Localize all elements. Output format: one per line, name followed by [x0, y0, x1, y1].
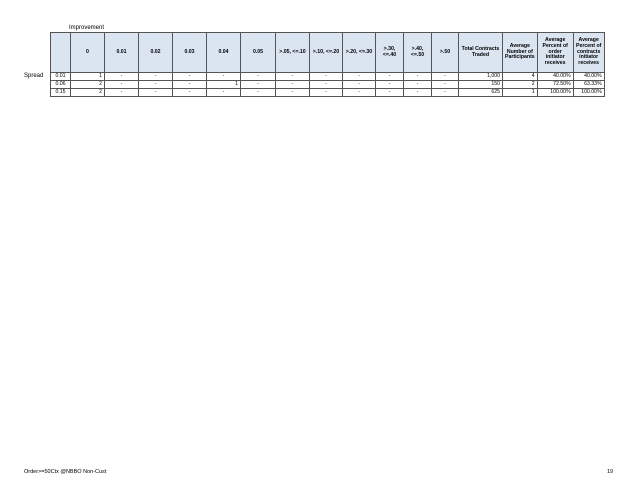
- table-cell: -: [139, 89, 173, 97]
- table-cell: 150: [459, 81, 503, 89]
- table-cell: 63.33%: [573, 81, 604, 89]
- table-cell: -: [105, 81, 139, 89]
- spread-cell: 0.06: [51, 81, 71, 89]
- table-cell: -: [432, 89, 459, 97]
- table-cell: -: [207, 89, 241, 97]
- spread-cell: 0.15: [51, 89, 71, 97]
- table-cell: 1,000: [459, 73, 503, 81]
- table-cell: -: [310, 81, 343, 89]
- table-cell: -: [241, 89, 276, 97]
- column-header: >.05, <=.10: [276, 33, 310, 73]
- table-cell: 2: [71, 81, 105, 89]
- table-cell: -: [105, 89, 139, 97]
- table-cell: 100.00%: [537, 89, 573, 97]
- table-cell: -: [173, 81, 207, 89]
- table-row: [51, 89, 605, 97]
- spread-row-label: Spread: [24, 73, 44, 79]
- header-corner: [51, 33, 71, 73]
- table-cell: -: [105, 73, 139, 81]
- table-cell: -: [207, 73, 241, 81]
- table-cell: 40.00%: [537, 73, 573, 81]
- table-cell: -: [376, 89, 404, 97]
- table-cell: -: [276, 81, 310, 89]
- header-row: [51, 33, 605, 73]
- table-cell: -: [173, 89, 207, 97]
- page-number: 19: [607, 469, 614, 475]
- table-cell: 4: [503, 73, 538, 81]
- table-cell: 1: [207, 81, 241, 89]
- table-row: [51, 81, 605, 89]
- column-header: 0.02: [139, 33, 173, 73]
- table-cell: -: [310, 73, 343, 81]
- table-cell: -: [310, 89, 343, 97]
- column-header: >.40, <=.50: [404, 33, 432, 73]
- table-cell: -: [173, 73, 207, 81]
- table-cell: -: [404, 73, 432, 81]
- column-header: Total Contracts Traded: [459, 33, 503, 73]
- table-row: [51, 73, 605, 81]
- column-header: 0.04: [207, 33, 241, 73]
- table-cell: 2: [503, 81, 538, 89]
- table-cell: -: [241, 81, 276, 89]
- table-cell: 40.00%: [573, 73, 604, 81]
- column-header: 0.01: [105, 33, 139, 73]
- column-header: Average Percent of contracts initiator receives: [573, 33, 604, 73]
- table-cell: 72.50%: [537, 81, 573, 89]
- table-cell: -: [404, 89, 432, 97]
- table-cell: -: [241, 73, 276, 81]
- table-cell: 1: [71, 73, 105, 81]
- table-cell: -: [432, 73, 459, 81]
- table-cell: -: [376, 81, 404, 89]
- table-cell: 100.00%: [573, 89, 604, 97]
- table-cell: 2: [71, 89, 105, 97]
- spread-cell: 0.01: [51, 73, 71, 81]
- column-header: >.50: [432, 33, 459, 73]
- table-cell: -: [432, 81, 459, 89]
- footer-caption: Order>=50Ctx @NBBO Non-Cust: [24, 469, 107, 475]
- table-cell: -: [276, 73, 310, 81]
- column-header: 0.03: [173, 33, 207, 73]
- table-cell: -: [139, 81, 173, 89]
- column-header: 0: [71, 33, 105, 73]
- table-cell: -: [404, 81, 432, 89]
- table-cell: -: [343, 81, 376, 89]
- table-cell: -: [343, 73, 376, 81]
- table-cell: -: [139, 73, 173, 81]
- column-header: >.10, <=.20: [310, 33, 343, 73]
- table-cell: 625: [459, 89, 503, 97]
- column-header: >.20, <=.30: [343, 33, 376, 73]
- column-header: Average Percent of order initiator receives: [537, 33, 573, 73]
- column-header: 0.05: [241, 33, 276, 73]
- table-cell: -: [343, 89, 376, 97]
- table-cell: 1: [503, 89, 538, 97]
- table-cell: -: [276, 89, 310, 97]
- data-table: [50, 32, 605, 97]
- column-header: >.30, <=.40: [376, 33, 404, 73]
- improvement-title: Improvement: [69, 25, 105, 31]
- table-cell: -: [376, 73, 404, 81]
- column-header: Average Number of Participants: [503, 33, 538, 73]
